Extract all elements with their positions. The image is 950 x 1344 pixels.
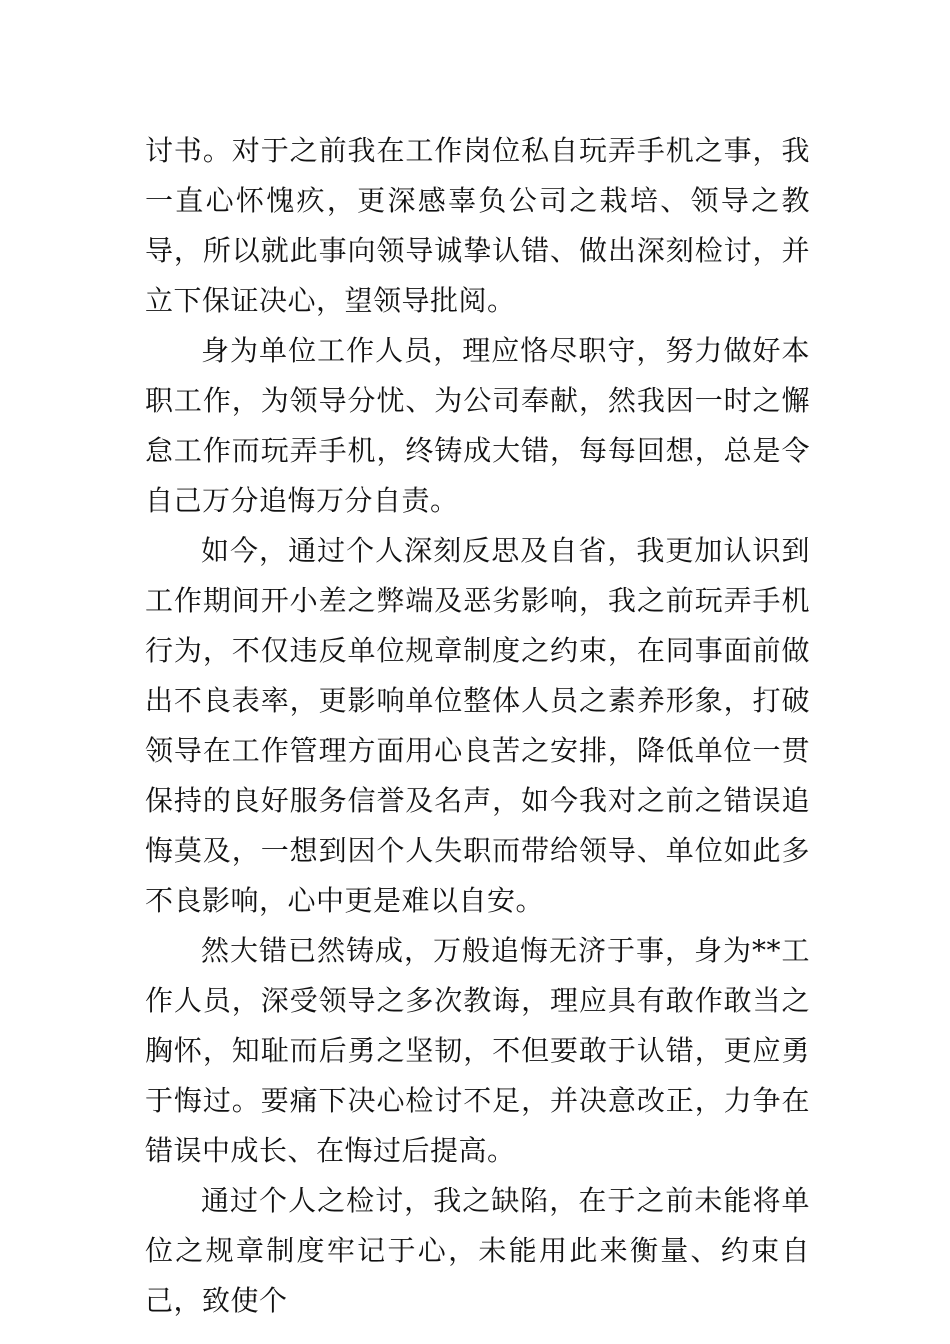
paragraph-5: 通过个人之检讨，我之缺陷，在于之前未能将单位之规章制度牢记于心，未能用此来衡量、约束自己，致使个	[145, 1184, 810, 1317]
paragraph-3: 如今，通过个人深刻反思及自省，我更加认识到工作期间开小差之弊端及恶劣影响，我之前玩弄手机行为，不仅违反单位规章制度之约束，在同事面前做出不良表率，更影响单位整体人员之素养形象，打破领导在工作管理方面用心良苦之安排，降低单位一贯保持的良好服务信誉及名声，如今我对之前之错误追悔莫及，一想到因个人失职而带给领导、单位如此多不良影响，心中更是难以自安。	[145, 534, 810, 917]
paragraph-2: 身为单位工作人员，理应恪尽职守，努力做好本职工作，为领导分忧、为公司奉献，然我因一时之懈怠工作而玩弄手机，终铸成大错，每每回想，总是令自己万分追悔万分自责。	[145, 334, 810, 517]
paragraph-4: 然大错已然铸成，万般追悔无济于事，身为**工作人员，深受领导之多次教诲，理应具有敢作敢当之胸怀，知耻而后勇之坚韧，不但要敢于认错，更应勇于悔过。要痛下决心检讨不足，并决意改正，力争在错误中成长、在悔过后提高。	[145, 934, 810, 1167]
paragraph-1: 讨书。对于之前我在工作岗位私自玩弄手机之事，我一直心怀愧疚，更深感辜负公司之栽培、领导之教导，所以就此事向领导诚挚认错、做出深刻检讨，并立下保证决心，望领导批阅。	[145, 134, 810, 317]
document-body	[145, 126, 810, 1326]
